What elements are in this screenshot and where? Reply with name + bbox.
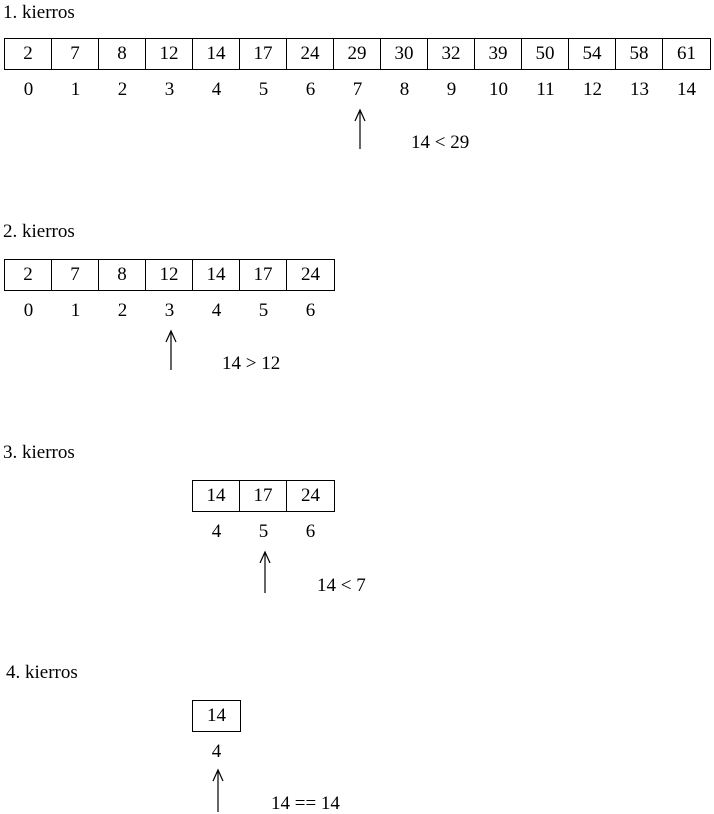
array-cell: 32 [428,39,475,69]
round-4-title: 4. kierros [6,662,78,683]
pointer-arrow-icon [258,550,272,594]
array-cell: 14 [193,481,240,511]
index-label: 14 [677,79,696,100]
array-cell: 2 [5,260,52,290]
round-1-array [4,38,711,70]
round-1-indices [5,80,710,99]
round-4-array [192,700,241,732]
index-label: 6 [305,79,316,100]
array-cell: 8 [99,39,146,69]
index-label: 8 [399,79,410,100]
array-cell: 7 [52,260,99,290]
array-cell: 17 [240,481,287,511]
round-2-comparison: 14 > 12 [222,353,281,374]
index-label: 6 [305,521,316,542]
round-4-comparison: 14 == 14 [271,793,340,814]
pointer-arrow-icon [164,329,178,371]
index-label: 6 [305,300,316,321]
round-1-title: 1. kierros [3,2,75,23]
index-label: 2 [117,79,128,100]
pointer-arrow-icon [353,108,367,150]
index-label: 12 [583,79,602,100]
round-1-comparison: 14 < 29 [411,132,470,153]
array-cell: 24 [287,39,334,69]
array-cell: 39 [475,39,522,69]
index-label: 1 [70,79,81,100]
round-2-array [4,259,335,291]
array-cell: 8 [99,260,146,290]
index-label: 0 [23,300,34,321]
round-4-indices [193,742,240,761]
index-label: 5 [258,79,269,100]
array-cell: 14 [207,705,226,726]
index-label: 4 [211,79,222,100]
array-cell: 7 [52,39,99,69]
array-cell: 17 [240,260,287,290]
array-cell: 58 [616,39,663,69]
array-cell: 14 [193,39,240,69]
index-label: 11 [536,79,555,100]
array-cell: 24 [301,485,320,506]
array-cell: 29 [334,39,381,69]
index-label: 4 [211,741,222,762]
array-cell: 17 [240,39,287,69]
index-label: 5 [258,300,269,321]
round-3-indices [193,522,334,541]
index-label: 0 [23,79,34,100]
index-label: 2 [117,300,128,321]
index-label: 9 [446,79,457,100]
array-cell: 30 [381,39,428,69]
round-2-title: 2. kierros [3,221,75,242]
round-3-title: 3. kierros [3,442,75,463]
index-label: 5 [258,521,269,542]
array-cell: 12 [146,39,193,69]
round-3-comparison: 14 < 7 [317,575,366,596]
index-label: 4 [211,300,222,321]
array-cell: 24 [301,264,320,285]
index-label: 13 [630,79,649,100]
array-cell: 12 [146,260,193,290]
index-label: 4 [211,521,222,542]
array-cell: 61 [677,43,696,64]
pointer-arrow-icon [211,768,225,812]
array-cell: 50 [522,39,569,69]
index-label: 7 [352,79,363,100]
round-3-array [192,480,335,512]
array-cell: 54 [569,39,616,69]
round-2-indices [5,301,334,320]
index-label: 3 [164,300,175,321]
index-label: 3 [164,79,175,100]
array-cell: 2 [5,39,52,69]
index-label: 1 [70,300,81,321]
index-label: 10 [489,79,508,100]
array-cell: 14 [193,260,240,290]
